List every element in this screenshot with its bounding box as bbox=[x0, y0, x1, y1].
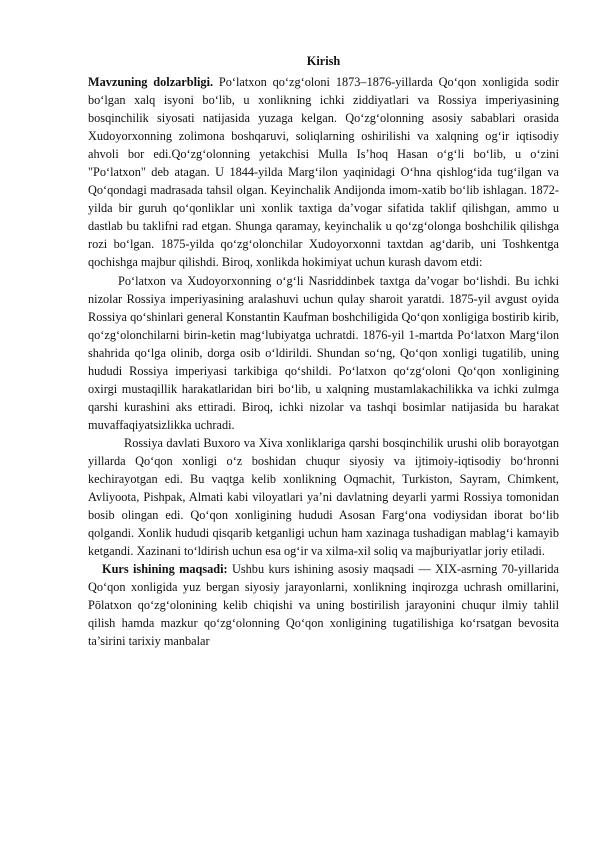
conflict-text: Po‘latxon va Xudoyorxonning o‘g‘li Nasriddinbek taxtga da’vogar bo‘lishdi. Bu ichki nizolar Rossiya imperiyasining aralashuvi uchun qulay sharoit yaratdi. 1875-yil avgust oyida Rossiya qo‘shinlari general Konstantin Kaufman boshchiligida Qo‘qon xonligiga bostirib kirib, qo‘zg‘olonchilarni birin-ketin mag‘lubiyatga uchratdi. 1876-yil 1-martda Po‘latxon Marg‘ilon shahrida qo‘lga olinib, dorga osib o‘ldirildi. Shundan so‘ng, Qo‘qon xonligi tugatilib, uning hududi Rossiya imperiyasi tarkibiga qo‘shildi. Po‘latxon qo‘zg‘oloni Qo‘qon xonligining oxirgi mustaqillik harakatlaridan biri bo‘lib, u xalqning mustamlakachilikka va ichki zulmga qarshi kurashini aks ettiradi. Biroq, ichki nizolar va tashqi bosimlar natijasida bu harakat muvaffaqiyatsizlikka uchradi. bbox=[88, 273, 559, 432]
paragraph-relevance bbox=[88, 73, 559, 272]
paragraph-conflict bbox=[88, 272, 559, 434]
relevance-text: Po‘latxon qo‘zg‘oloni 1873–1876-yillarda Qo‘qon xonligida sodir bo‘lgan xalq isyoni bo‘lib, u xonlikning ichki ziddiyatlari va Rossiya imperiyasining bosqinchilik siyosati natijasida yuzaga kelgan. Qo‘zg‘olonning asosiy sabablari orasida Xudoyorxonning zolimona boshqaruvi, soliqlarning oshirilishi va xalqning og‘ir iqtisodiy ahvoli bor edi.Qo‘zg‘olonning yetakchisi Mulla Is’hoq Hasan o‘g‘li bo‘lib, u o‘zini "Po‘latxon" deb atagan. U 1844-yilda Marg‘ilon yaqinidagi O‘hna qishlog‘ida tug‘ilgan va Qo‘qondagi madrasada tahsil olgan. Keyinchalik Andijonda imom-xatib bo‘lib ishlagan. 1872-yilda bir guruh qo‘qonliklar uni xonlik taxtiga da’vogar sifatida taklif qilishgan, ammo u dastlab bu taklifni rad etgan. Shunga qaramay, keyinchalik u qo‘zg‘olonga boshchilik qilishga rozi bo‘lgan. 1875-yilda qo‘zg‘olonchilar Xudoyorxonni taxtdan ag‘darib, uni Toshkentga qochishga majbur qilishdi. Biroq, xonlikda hokimiyat uchun kurash davom etdi: bbox=[88, 75, 559, 270]
document-page bbox=[88, 52, 559, 651]
paragraph-russia bbox=[88, 434, 559, 560]
goal-text: Ushbu kurs ishining asosiy maqsadi — XIX-asrning 70-yillarida Qo‘qon xonligida yuz bergan siyosiy jarayonlarni, xonlikning inqirozga uchrash omillarini, Pōlatxon qo‘zg‘olonining kelib chiqishi va uning bostirilish jarayonini chuqur ilmiy tahlil qilish hamda mazkur qo‘zg‘olonning Qo‘qon xonligining tugatilishiga ko‘rsatgan bevosita ta’sirini tarixiy manbalar bbox=[88, 562, 560, 649]
russia-text: Rossiya davlati Buxoro va Xiva xonliklariga qarshi bosqinchilik urushi olib borayotgan yillarda Qo‘qon xonligi o‘z boshidan chuqur siyosiy va ijtimoiy-iqtisodiy bo‘hronni kechirayotgan edi. Bu vaqtga kelib xonlikning Oqmachit, Turkiston, Sayram, Chimkent, Avliyoota, Pishpak, Almati kabi viloyatlari ya’ni davlatning deyarli yarmi Rossiya tomonidan bosib olingan edi. Qo‘qon xonligining hududi Asosan Farg‘ona vodiysidan iborat bo‘lib qolgandi. Xonlik hududi qisqarib ketganligi uchun ham xazinaga tushadigan mablag‘i kamayib ketgandi. Xazinani to‘ldirish uchun esa og‘ir va xilma-xil soliq va majburiyatlar joriy etiladi. bbox=[88, 435, 559, 559]
paragraph-goal bbox=[88, 560, 559, 650]
page-title: Kirish bbox=[306, 54, 341, 68]
goal-heading: Kurs ishining maqsadi: bbox=[102, 562, 228, 577]
relevance-heading: Mavzuning dolzarbligi. bbox=[88, 75, 214, 89]
